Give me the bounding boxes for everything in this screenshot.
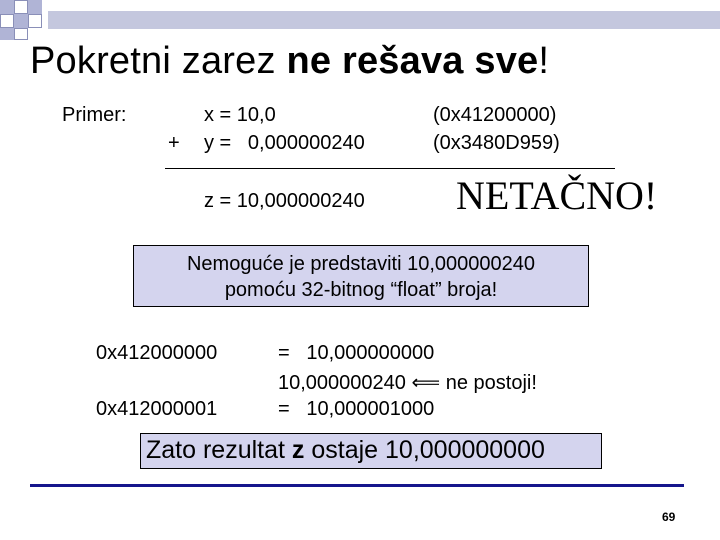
note-line-2: pomoću 32-bitnog “float” broja!	[224, 279, 498, 301]
deco-square	[14, 14, 28, 28]
example-label: Primer:	[62, 104, 127, 126]
header-bar	[48, 11, 720, 29]
note-line-1: Nemoguće je predstaviti 10,000000240	[186, 253, 536, 275]
title-normal: Pokretni zarez	[30, 40, 287, 82]
deco-square	[0, 0, 14, 14]
title-end: !	[538, 40, 550, 82]
slide-title	[30, 40, 549, 83]
y-assignment: y = 0,000000240	[204, 132, 365, 154]
missing-value: 10,000000240	[278, 372, 406, 394]
conclusion-box	[140, 433, 602, 469]
footer-rule	[30, 484, 684, 487]
left-arrow-icon: ⟸	[411, 372, 441, 394]
conclusion-post: ostaje 10,000000000	[304, 436, 545, 464]
verdict-text: NETAČNO!	[456, 173, 658, 218]
missing-note: ne postoji!	[445, 372, 537, 394]
page-number: 69	[662, 510, 676, 524]
deco-square	[14, 0, 28, 14]
decimal-value-1: = 10,000000000	[278, 342, 435, 364]
hex-value-2: 0x412000001	[96, 398, 218, 420]
conclusion-bold: z	[291, 436, 305, 464]
x-assignment: x = 10,0	[204, 104, 276, 126]
deco-square	[28, 14, 42, 28]
deco-square	[0, 14, 14, 28]
plus-sign: +	[168, 132, 180, 154]
decimal-value-2: = 10,000001000	[278, 398, 435, 420]
z-result: z = 10,000000240	[204, 190, 365, 212]
deco-square	[14, 28, 28, 40]
deco-square	[0, 28, 14, 40]
conclusion-pre: Zato rezultat	[146, 436, 292, 464]
x-hex: (0x41200000)	[433, 104, 557, 126]
sum-rule	[165, 168, 615, 169]
decorative-header	[0, 0, 720, 45]
note-box	[133, 245, 589, 307]
hex-value-1: 0x412000000	[96, 342, 218, 364]
y-hex: (0x3480D959)	[433, 132, 560, 154]
missing-value-row	[278, 370, 537, 395]
deco-square	[28, 0, 42, 14]
title-bold: ne rešava sve	[286, 40, 539, 82]
